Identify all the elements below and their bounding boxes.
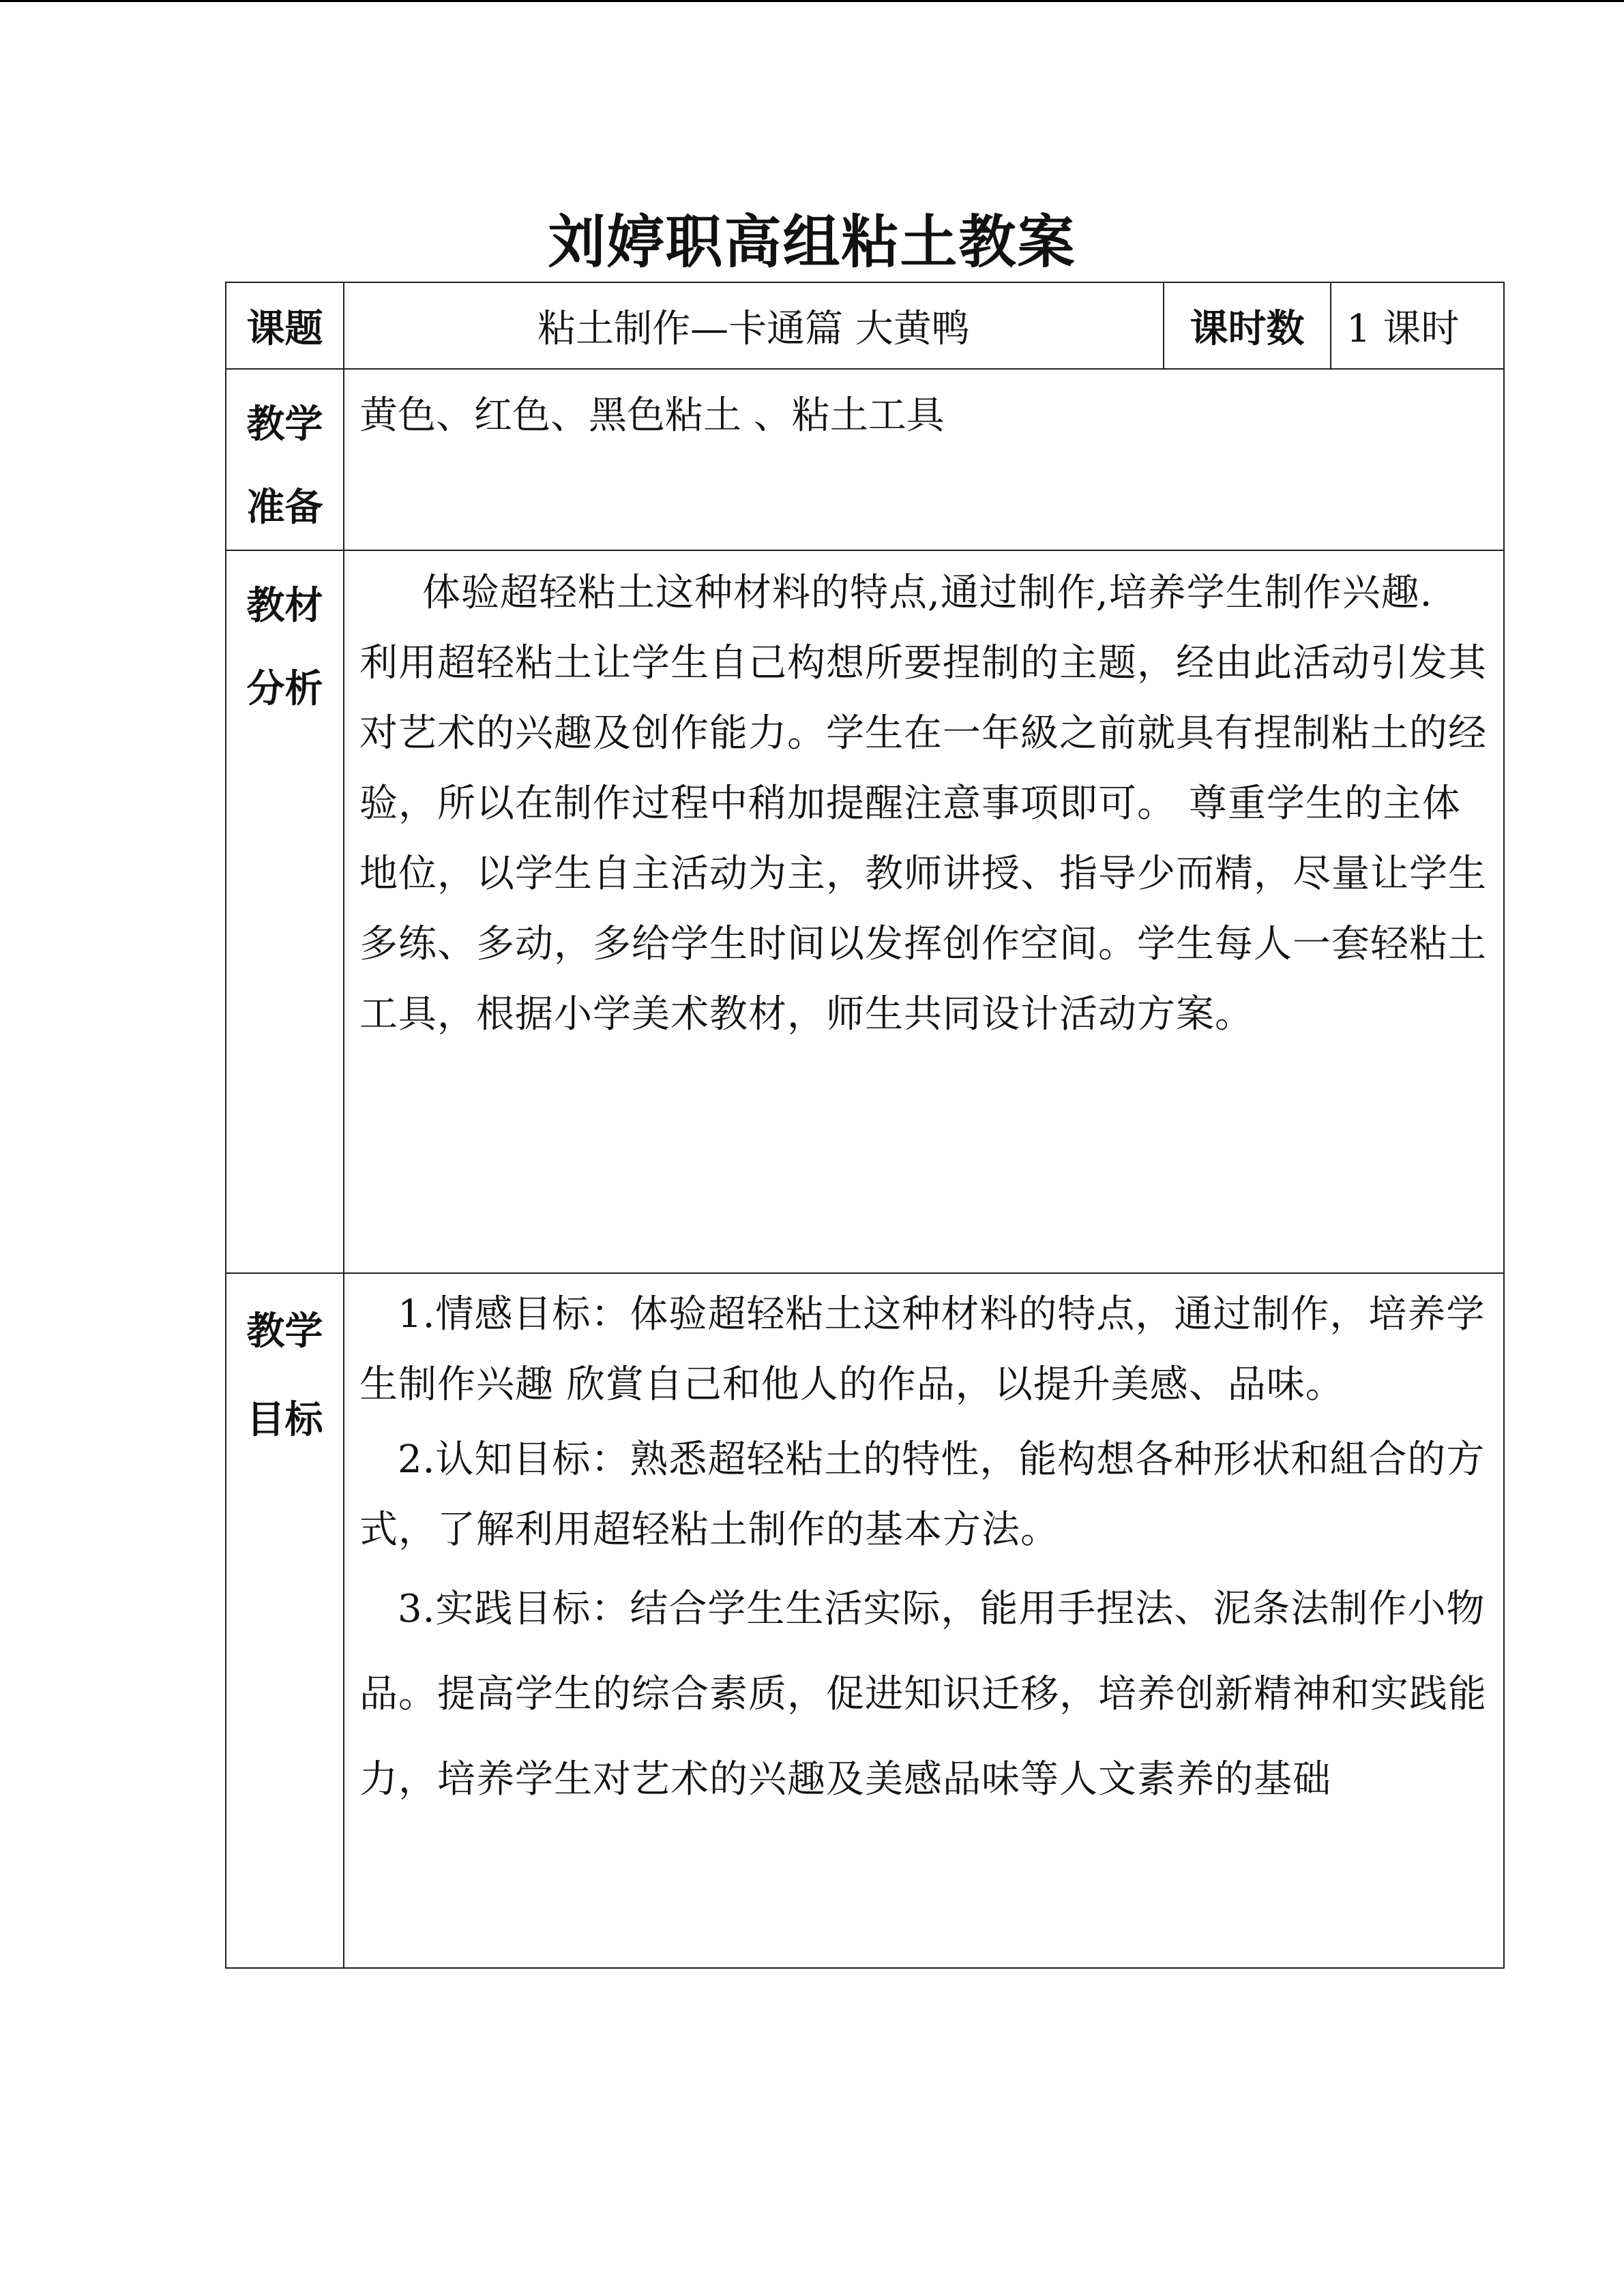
prep-label-cell bbox=[226, 369, 344, 550]
goal-emotional: 1.情感目标：体验超轻粘土这种材料的特点，通过制作，培养学生制作兴趣 欣賞自己和他人的作品，以提升美感、品味。 bbox=[359, 1292, 1486, 1407]
goals-label-line2: 目标 bbox=[246, 1398, 323, 1442]
hours-label: 课时数 bbox=[1190, 306, 1305, 351]
row-preparation bbox=[226, 369, 1504, 550]
goals-label-line1: 教学 bbox=[246, 1309, 323, 1354]
row-analysis bbox=[226, 550, 1504, 1273]
goals-value-cell bbox=[344, 1273, 1504, 1968]
page-top-border bbox=[0, 0, 1624, 2]
analysis-value-cell bbox=[344, 550, 1511, 1273]
prep-label-line2: 准备 bbox=[246, 486, 323, 530]
goal-cognitive: 2.认知目标：熟悉超轻粘土的特性，能构想各种形状和組合的方式，了解利用超轻粘土制作的基本方法。 bbox=[359, 1437, 1486, 1552]
analysis-label-line1: 教材 bbox=[246, 584, 323, 628]
topic-value-cell bbox=[344, 282, 1164, 369]
analysis-label-cell bbox=[226, 550, 344, 1273]
document-title: 刘婷职高组粘土教案 bbox=[548, 209, 1076, 275]
topic-value: 粘土制作—卡通篇 大黄鸭 bbox=[537, 306, 970, 351]
hours-label-cell bbox=[1164, 282, 1331, 369]
analysis-value: 体验超轻粘土这种材料的特点,通过制作,培养学生制作兴趣. 利用超轻粘土让学生自己构想所要捏制的主题，经由此活动引发其对艺术的兴趣及创作能力。学生在一年級之前就具有捏制粘土的经验，所以在制作过程中稍加提醒注意事项即可。 尊重学生的主体地位，以学生自主活动为主，教师讲授、指导少而精，尽量让学生多练、多动，多给学生时间以发挥创作空间。学生每人一套轻粘土工具，根据小学美术教材，师生共同设计活动方案。 bbox=[359, 571, 1511, 1037]
goal-practical: 3.实践目标：结合学生生活实际，能用手捏法、泥条法制作小物品。提高学生的综合素质，促进知识迁移，培养创新精神和实践能力，培养学生对艺术的兴趣及美感品味等人文素养的基础 bbox=[359, 1587, 1487, 1802]
prep-value: 黄色、红色、黑色粘土 、粘土工具 bbox=[359, 393, 945, 438]
lesson-plan-table bbox=[225, 282, 1511, 1969]
row-topic bbox=[226, 282, 1504, 369]
hours-value: 1 课时 bbox=[1346, 306, 1460, 351]
topic-label: 课题 bbox=[246, 306, 323, 351]
prep-label-line1: 教学 bbox=[246, 402, 323, 447]
row-goals bbox=[226, 1273, 1504, 1968]
topic-label-cell bbox=[226, 282, 344, 369]
hours-value-cell bbox=[1331, 282, 1504, 369]
analysis-label-line2: 分析 bbox=[246, 667, 323, 711]
goals-label-cell bbox=[226, 1273, 344, 1968]
prep-value-cell bbox=[344, 369, 1504, 550]
